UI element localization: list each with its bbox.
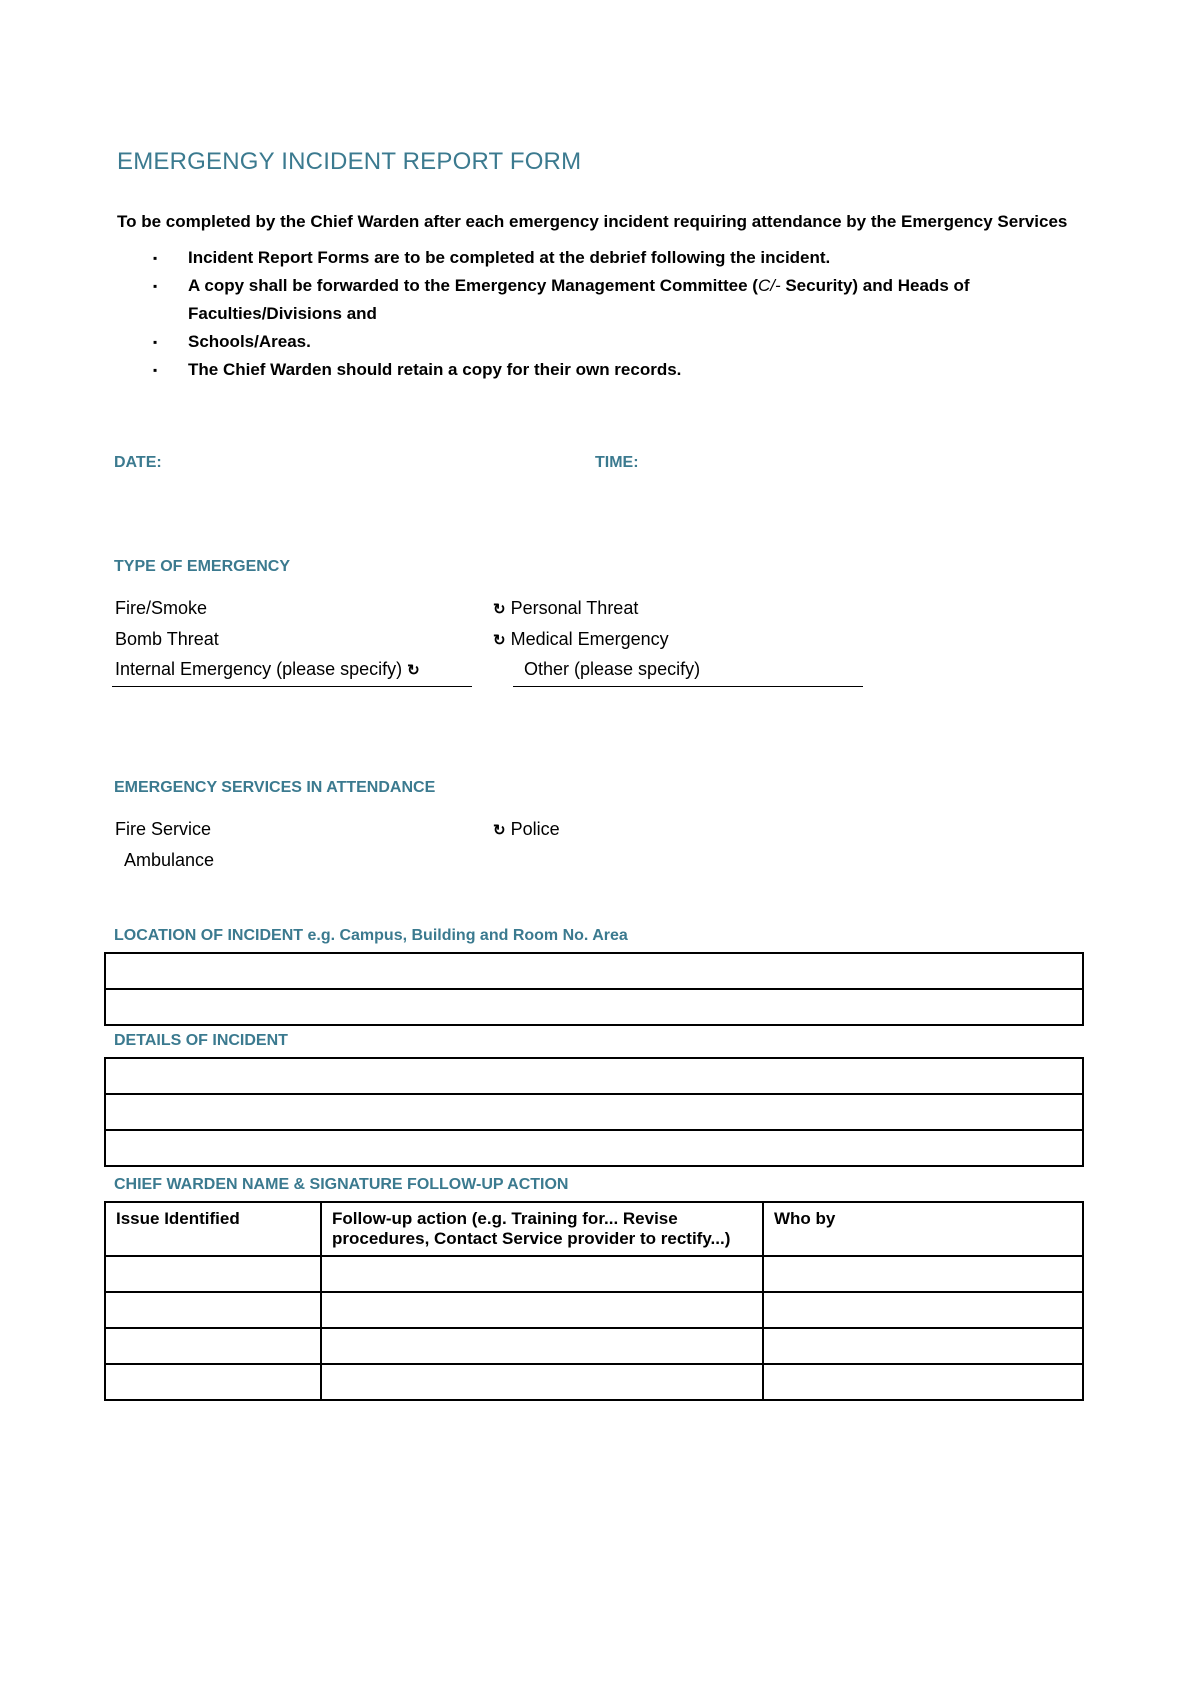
table-cell[interactable]: [321, 1256, 763, 1292]
table-cell[interactable]: [763, 1364, 1083, 1400]
other-specify-line[interactable]: [513, 686, 863, 687]
bullet-icon: ▪: [153, 251, 158, 265]
table-cell[interactable]: [321, 1292, 763, 1328]
date-label: DATE:: [114, 454, 162, 471]
details-field[interactable]: [105, 1094, 1083, 1130]
table-cell[interactable]: [105, 1328, 321, 1364]
radio-icon[interactable]: ↻: [407, 662, 420, 679]
location-table: [104, 952, 1084, 1026]
option-bomb-threat[interactable]: Bomb Threat: [115, 629, 219, 649]
table-row: [105, 1130, 1083, 1166]
table-cell[interactable]: [105, 1292, 321, 1328]
table-row: [105, 1364, 1083, 1400]
col-who-by: Who by: [763, 1202, 1083, 1256]
option-police[interactable]: [493, 819, 560, 840]
details-table: [104, 1057, 1084, 1167]
option-ambulance[interactable]: Ambulance: [124, 850, 215, 870]
table-cell[interactable]: [321, 1364, 763, 1400]
table-row: [105, 1292, 1083, 1328]
table-row: [105, 1328, 1083, 1364]
table-cell[interactable]: [105, 1256, 321, 1292]
internal-specify-line[interactable]: [112, 686, 472, 687]
option-internal-emergency[interactable]: [115, 659, 420, 680]
followup-label: CHIEF WARDEN NAME & SIGNATURE FOLLOW-UP ACTION: [114, 1176, 569, 1193]
emergency-services-heading: EMERGENCY SERVICES IN ATTENDANCE: [114, 779, 436, 796]
table-row: [105, 1058, 1083, 1094]
location-field[interactable]: [105, 953, 1083, 989]
followup-table: [104, 1201, 1084, 1401]
type-of-emergency-heading: TYPE OF EMERGENCY: [114, 558, 291, 575]
list-item: ▪ Incident Report Forms are to be completed at the debrief following the incident.: [148, 244, 1028, 272]
instructions-list: [148, 244, 1028, 384]
table-row: [105, 1256, 1083, 1292]
table-cell[interactable]: [763, 1328, 1083, 1364]
radio-icon[interactable]: ↻: [493, 601, 506, 618]
time-label: TIME:: [595, 454, 639, 471]
table-cell[interactable]: [105, 1364, 321, 1400]
location-label: LOCATION OF INCIDENT e.g. Campus, Building and Room No. Area: [114, 927, 628, 944]
table-cell[interactable]: [321, 1328, 763, 1364]
details-field[interactable]: [105, 1058, 1083, 1094]
location-field[interactable]: [105, 989, 1083, 1025]
col-issue-identified: Issue Identified: [105, 1202, 321, 1256]
list-item: ▪ Schools/Areas.: [148, 328, 1028, 356]
option-label: Medical Emergency: [510, 629, 669, 649]
table-cell[interactable]: [763, 1256, 1083, 1292]
table-row: [105, 1094, 1083, 1130]
table-row: [105, 989, 1083, 1025]
list-item: ▪ A copy shall be forwarded to the Emergency Management Committee (C/- Security) and Heads of Faculties/Divisions and: [148, 272, 1028, 328]
intro-text: To be completed by the Chief Warden after each emergency incident requiring attendance by the Emergency Services: [117, 212, 1068, 231]
radio-icon[interactable]: ↻: [493, 632, 506, 649]
option-fire-service[interactable]: Fire Service: [115, 819, 212, 839]
radio-icon[interactable]: ↻: [493, 822, 506, 839]
option-medical-emergency[interactable]: [493, 629, 669, 650]
table-cell[interactable]: [763, 1292, 1083, 1328]
option-label: Police: [510, 819, 560, 839]
table-header-row: [105, 1202, 1083, 1256]
details-field[interactable]: [105, 1130, 1083, 1166]
option-fire-smoke[interactable]: Fire/Smoke: [115, 598, 208, 618]
option-label: Personal Threat: [510, 598, 639, 618]
table-row: [105, 953, 1083, 989]
bullet-icon: ▪: [153, 279, 158, 293]
bullet-icon: ▪: [153, 335, 158, 349]
list-item: ▪ The Chief Warden should retain a copy for their own records.: [148, 356, 1028, 384]
option-personal-threat[interactable]: [493, 598, 638, 619]
bullet-icon: ▪: [153, 363, 158, 377]
col-followup-action: Follow-up action (e.g. Training for... Revise procedures, Contact Service provider to rectify...): [321, 1202, 763, 1256]
form-title: EMERGENGY INCIDENT REPORT FORM: [117, 148, 582, 175]
details-label: DETAILS OF INCIDENT: [114, 1032, 288, 1049]
option-label: Internal Emergency (please specify): [115, 659, 403, 679]
option-other[interactable]: Other (please specify): [524, 659, 701, 679]
